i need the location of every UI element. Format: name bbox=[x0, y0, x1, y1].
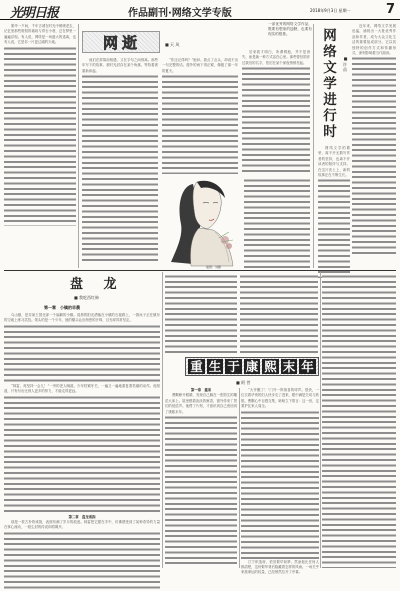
story3-col4-body bbox=[322, 274, 396, 568]
story3-column-1 bbox=[4, 313, 160, 568]
story2-title-char: 网 bbox=[323, 28, 337, 44]
story1-column-5 bbox=[244, 178, 310, 268]
story1-col3-body bbox=[162, 74, 238, 174]
story3-col1-body-3 bbox=[4, 531, 160, 591]
story1-title-char: 网 bbox=[102, 33, 120, 52]
story2-col1-text: 近年来，网络文学发展迅猛，涌现出一大批优秀作品和作者，成为大众文化生活的重要组成部分。它以其独特的创作方式和传播形式，深刻影响着当代阅读。 bbox=[352, 24, 396, 56]
story3-chapter1-heading: 第一章 小镇的早晨 bbox=[44, 305, 80, 310]
story2-title bbox=[318, 28, 342, 140]
story1-col3-text: “你还记得吗？”她问。我点了点头，却说不出一句完整的话。窗外的雨下得正紧，像极了那一年的夏天。 bbox=[162, 58, 238, 73]
column-rule bbox=[320, 272, 321, 568]
story2-title-char: 时 bbox=[323, 124, 337, 140]
story2-pull-quote bbox=[268, 22, 312, 48]
column-rule bbox=[313, 24, 314, 268]
story1-col5-body bbox=[244, 178, 310, 268]
story4-title-char: 末 bbox=[282, 359, 296, 374]
story3-col1-body-2 bbox=[4, 395, 160, 515]
story2-column-1 bbox=[352, 24, 396, 268]
illustration-caption: 插图：刘鹏 bbox=[206, 265, 222, 269]
story3-body-text-3: 那是一枚古朴的戒指，表面布满了岁月的痕迹。林雷把它握在手中，仿佛感受到了某种奇异的力量在掌心流动，一段尘封的传说即将揭开。 bbox=[4, 520, 160, 530]
story2-title-char: 学 bbox=[323, 76, 337, 92]
story1-col1-body bbox=[4, 46, 76, 226]
story2-col1-body bbox=[352, 56, 396, 256]
story4-title-char: 年 bbox=[301, 359, 314, 374]
page-number: 7 bbox=[386, 2, 396, 17]
story4-title-char: 熙 bbox=[264, 359, 277, 374]
story3-col1-body bbox=[4, 324, 160, 384]
story2-title-char: 行 bbox=[323, 108, 337, 124]
story3-title: 盘 龙 bbox=[70, 277, 125, 292]
story4-title-char: 重 bbox=[190, 359, 203, 374]
story4-body-text-2: “大爷醒了！”门外一阵惊喜的呼声。很快，一位衣着华贵的妇人快步走了进来，眼中满是关切与欣慰。曹颙心中百感交集，暗暗立下誓言：这一世，定要护住家人周全。 bbox=[241, 388, 319, 409]
story3-body-text-2: “林雷，再坚持一会儿！”一旁的老人喊道。少年咬紧牙关，一遍又一遍地重复着枯燥的动作。他知道，只有付出比别人更多的努力，才能走得更远。 bbox=[4, 383, 160, 394]
story2-title-char: 进 bbox=[323, 92, 337, 108]
woman-illustration bbox=[163, 176, 243, 268]
story2-col2-text: 网络文学的繁荣，离不开无数写作者的坚持，也离不开读者的陪伴与支持。在这片沃土上，新的故事正在不断生长。 bbox=[318, 146, 350, 178]
story3-column-3 bbox=[240, 274, 318, 354]
story1-column-3 bbox=[162, 58, 238, 174]
story1-title-char: 逝 bbox=[122, 33, 140, 52]
column-rule bbox=[78, 24, 79, 268]
story1-col1-text: 繁华一夕间，千年古城在时光中缓缓老去，记忆里那些斑驳的墙垣与青石小巷，总在梦里一遍遍浮现。有人说，网络是一场盛大的逃离，也有人说，它是另一片更辽阔的天地。 bbox=[4, 24, 76, 45]
story4-title-char: 康 bbox=[245, 359, 259, 374]
story4-body-text-3: 江宁织造府，依旧繁华如梦。然而他比任何人都清楚，这份繁华背后隐藏着怎样的风雨。一场关乎家族命运的较量，已经悄然拉开了序幕。 bbox=[241, 559, 319, 575]
section-title: 作品副刊·网络文学专版 bbox=[128, 8, 232, 19]
pull-quote-text: 一部优秀的网络文学作品，既要有想象的翅膀，也要有现实的根基。 bbox=[268, 22, 312, 36]
story3-col2-body bbox=[165, 274, 237, 354]
story4-col1-body bbox=[165, 415, 237, 565]
story4-author: ■ 阿 菩 bbox=[236, 380, 251, 385]
story4-body-text: 曹颙睁开眼睛，发现自己躺在一张陌生的雕花大床上。屋里燃着淡淡的熏香，窗外传来丫鬟们的低语声。他愣了片刻，才意识到自己竟回到了康熙末年。 bbox=[165, 393, 237, 414]
story4-chapter1-heading: 第一章 重来 bbox=[190, 388, 212, 392]
story3-column-4 bbox=[322, 274, 396, 568]
story4-title-char: 生 bbox=[208, 359, 222, 374]
story4-col2-body bbox=[241, 410, 319, 560]
story3-col3-body bbox=[240, 274, 318, 354]
story2-col2-body bbox=[318, 178, 350, 278]
story4-title-char: 于 bbox=[227, 359, 240, 374]
story3-author: ■ 我吃西红柿 bbox=[74, 295, 100, 300]
story1-col4-body bbox=[242, 66, 310, 174]
story1-column-2 bbox=[82, 58, 158, 268]
story2-title-char: 络 bbox=[323, 44, 337, 60]
story3-body-text: 乌山镇，是芬莱王国北部一个偏僻的小镇。清晨的阳光洒落在小镇的石板路上，一群孩子正在镇东的空地上练习武技。领头的是一个少年，他的额头沁出细密的汗珠，目光却异常坚定。 bbox=[4, 313, 160, 323]
story3-chapter2-heading: 第二章 盘龙戒指 bbox=[68, 514, 96, 519]
story2-author: ■ 许 苗 bbox=[343, 56, 348, 72]
column-rule bbox=[162, 272, 163, 568]
issue-date: 2018年9月3日 星期一 bbox=[310, 8, 351, 13]
story1-col2-text: 他们在屏幕前相遇，又在字句之间别离。那些年写下的故事，被时光封存在某个角落，等待着被重新读起。 bbox=[82, 58, 158, 73]
story1-lead-column bbox=[4, 24, 76, 268]
story4-column-2 bbox=[241, 388, 319, 575]
story1-col4-text: 后来我才明白，所谓网逝，并不是消失，而是换一种方式活在心里。那些曾经陪伴过我们的名字，依旧在某个深夜悄悄亮起。 bbox=[242, 50, 310, 65]
story2-column-2 bbox=[318, 146, 350, 268]
section-divider bbox=[4, 270, 396, 271]
story1-author: ■ 天 风 bbox=[165, 42, 180, 47]
story1-title bbox=[82, 31, 160, 53]
masthead bbox=[0, 0, 400, 20]
story3-column-2 bbox=[165, 274, 237, 354]
story4-title bbox=[185, 357, 319, 376]
story4-column-1 bbox=[165, 388, 237, 568]
story1-col2-body bbox=[82, 74, 158, 264]
story1-column-4 bbox=[242, 50, 310, 174]
newspaper-logo: 光明日报 bbox=[10, 6, 59, 21]
column-rule bbox=[239, 388, 240, 568]
story2-title-char: 文 bbox=[323, 60, 337, 76]
